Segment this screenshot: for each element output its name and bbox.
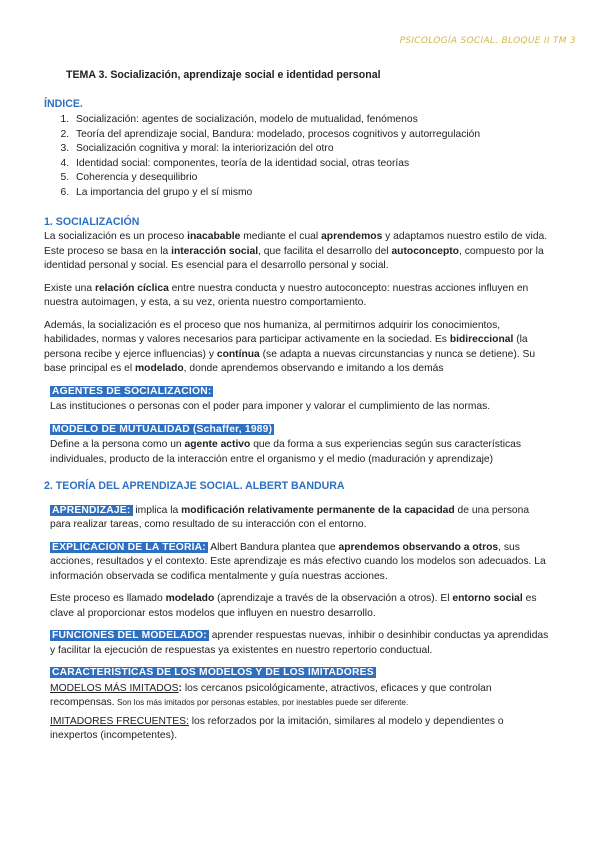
paragraph-explicacion: EXPLICACIÓN DE LA TEORÍA: Albert Bandura plantea que aprendemos observando a otros, sus acciones, resultados y el contexto. Este aprendizaje es más efectivo cuando los modelos son adecuados. La información observada se codifica mentalmente y guía nuestras acciones. — [50, 541, 546, 582]
paragraph-humaniza: Además, la socialización es el proceso que nos humaniza, al permitirnos adquirir los conocimientos, habilidades, normas y valores necesarios para participar activamente en la sociedad. Es bidireccional (la persona recibe y ejerce influencias) y contínua (se adapta a nuevas circunstancias y nunca se detiene). Su base principal es el modelado, donde aprendemos observando e imitando a los demás — [44, 319, 536, 375]
paragraph-socializacion: La socialización es un proceso inacabable mediante el cual aprendemos y adaptamos nuestro estilo de vida. Este proceso se basa en la interacción social, que facilita el desarrollo del autoconcepto, compuesto por la identidad personal y social. Es esencial para el desarrollo personal y social. — [44, 231, 548, 272]
list-item: 2. Teoría del aprendizaje social, Bandura: modelado, procesos cognitivos y autorregulación — [72, 128, 550, 143]
section-1-heading: 1. SOCIALIZACIÓN — [44, 215, 140, 228]
list-item: 1. Socialización: agentes de socialización, modelo de mutualidad, fenómenos — [72, 113, 550, 128]
list-item: 5. Coherencia y desequilibrio — [72, 171, 550, 186]
list-item: 3. Socialización cognitiva y moral: la interiorización del otro — [72, 142, 550, 157]
agentes-text: Las instituciones o personas con el poder para imponer y valorar el cumplimiento de las normas. — [50, 401, 491, 413]
explicacion-label: EXPLICACIÓN DE LA TEORÍA: — [52, 541, 206, 553]
paragraph-relacion-ciclica: Existe una relación cíclica entre nuestra conducta y nuestro autoconcepto: nuestras acciones influyen en nuestra autoimagen, y esta, a su vez, orienta nuestro comportamiento. — [44, 282, 529, 309]
agentes-heading: AGENTES DE SOCIALIZACIÓN: — [52, 385, 212, 397]
document-title: TEMA 3. Socialización, aprendizaje social e identidad personal — [66, 69, 381, 81]
aprendizaje-label: APRENDIZAJE: — [52, 504, 131, 516]
imitadores-frecuentes: IMITADORES FRECUENTES: los reforzados por la imitación, similares al modelo y dependientes o inexpertos (incompetentes). — [50, 715, 504, 742]
document-body — [44, 68, 550, 744]
funciones-label: FUNCIONES DEL MODELADO: — [52, 630, 207, 642]
caracteristicas-box — [50, 666, 550, 744]
list-item: 6. La importancia del grupo y el sí mismo — [72, 186, 550, 201]
index-heading: ÍNDICE. — [44, 97, 83, 110]
agentes-box — [50, 385, 550, 415]
mutualidad-box — [50, 423, 550, 468]
caracteristicas-heading: CARACTERÍSTICAS DE LOS MODELOS Y DE LOS IMITADORES — [52, 667, 374, 679]
paragraph-aprendizaje: APRENDIZAJE: implica la modificación relativamente permanente de la capacidad de una persona para realizar tareas, como resultado de su interacción con el entorno. — [50, 504, 530, 531]
section-2-heading: 2. TEORÍA DEL APRENDIZAJE SOCIAL. ALBERT BANDURA — [44, 480, 345, 493]
index-list — [44, 113, 550, 201]
list-item: 4. Identidad social: componentes, teoría de la identidad social, otras teorías — [72, 157, 550, 172]
mutualidad-heading: MODELO DE MUTUALIDAD (Schaffer, 1989) — [52, 423, 273, 435]
modelos-imitados: MODELOS MÁS IMITADOS: los cercanos psicológicamente, atractivos, eficaces y que controlan recompensas. Son los más imitados por personas estables, por inestables puede ser diferente. — [50, 682, 492, 709]
mutualidad-text: Define a la persona como un agente activo que da forma a sus experiencias según sus características individuales, producto de la interacción entre el organismo y el medio (maduración y aprendizaje) — [50, 439, 522, 465]
paragraph-funciones: FUNCIONES DEL MODELADO: aprender respuestas nuevas, inhibir o desinhibir conductas ya aprendidas y facilitar la ejecución de respuestas ya existentes en nuestro repertorio conductual. — [50, 630, 549, 656]
paragraph-modelado: Este proceso es llamado modelado (aprendizaje a través de la observación a otros). El entorno social es clave al proporcionar estos modelos que influyen en nuestro desarrollo. — [50, 593, 537, 619]
header-tag: PSICOLOGÍA SOCIAL. BLOQUE II TM 3 — [399, 36, 576, 46]
